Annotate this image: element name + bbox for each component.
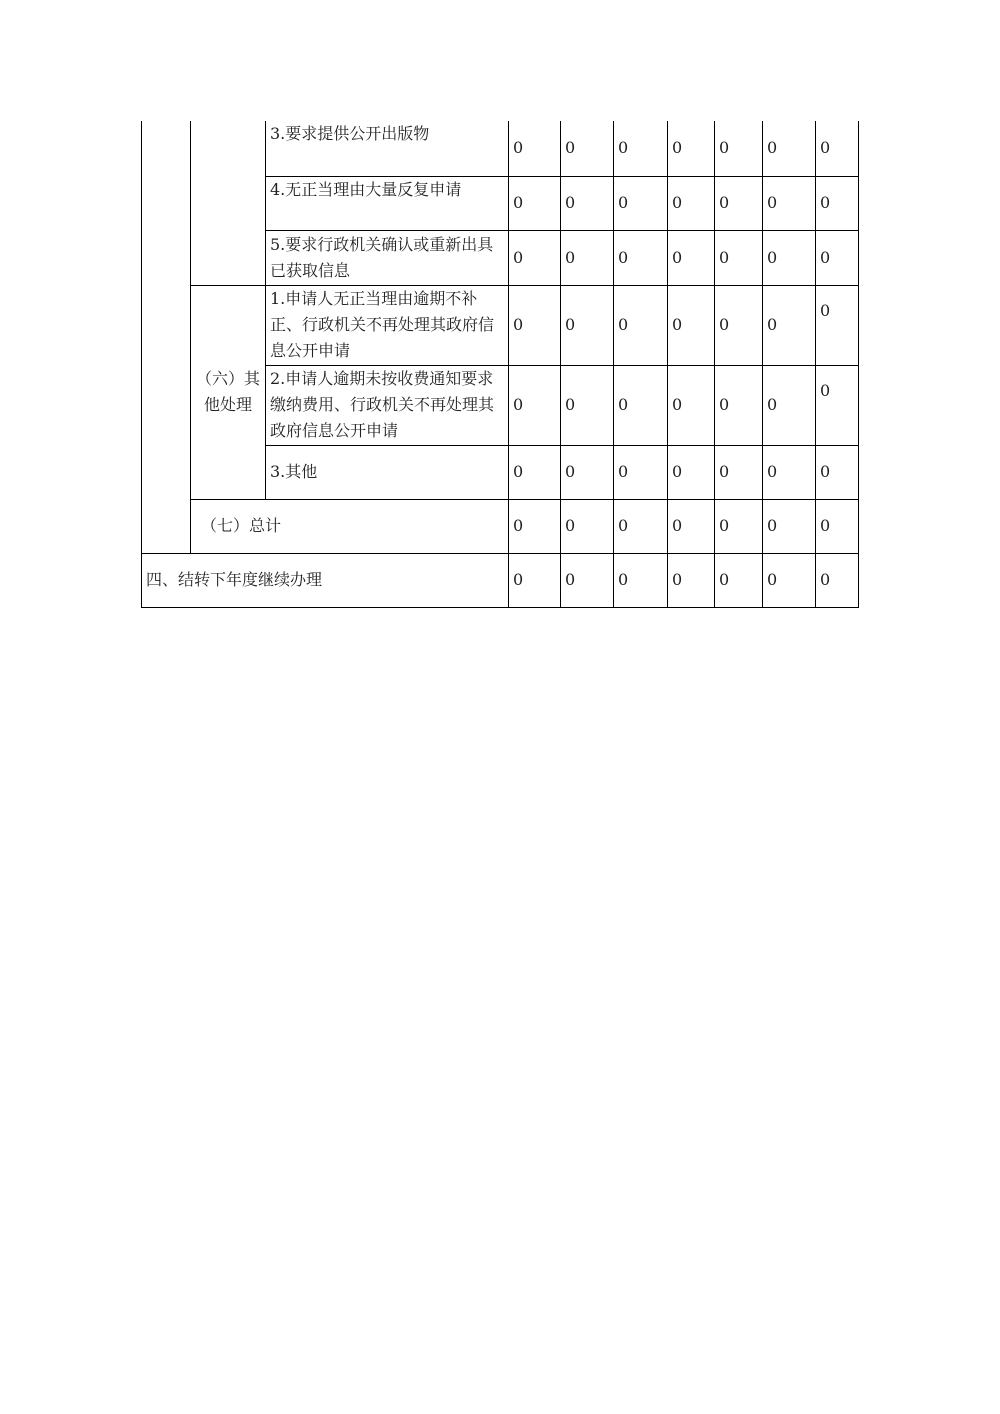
value-cell: 0 bbox=[816, 285, 859, 365]
value-cell: 0 bbox=[561, 121, 614, 176]
table-row bbox=[142, 499, 859, 553]
value-cell: 0 bbox=[509, 176, 561, 230]
value-cell: 0 bbox=[614, 176, 668, 230]
value-cell: 0 bbox=[763, 553, 816, 607]
value-cell: 0 bbox=[561, 176, 614, 230]
value-cell: 0 bbox=[816, 365, 859, 445]
carry-over-label: 四、结转下年度继续办理 bbox=[142, 553, 509, 607]
table-row bbox=[142, 285, 859, 365]
value-cell: 0 bbox=[668, 285, 715, 365]
value-cell: 0 bbox=[763, 285, 816, 365]
value-cell: 0 bbox=[509, 121, 561, 176]
statistics-table bbox=[141, 121, 859, 608]
value-cell: 0 bbox=[668, 445, 715, 499]
value-cell: 0 bbox=[715, 230, 763, 285]
value-cell: 0 bbox=[509, 445, 561, 499]
value-cell: 0 bbox=[668, 499, 715, 553]
value-cell: 0 bbox=[763, 176, 816, 230]
value-cell: 0 bbox=[614, 365, 668, 445]
value-cell: 0 bbox=[509, 285, 561, 365]
value-cell: 0 bbox=[509, 230, 561, 285]
value-cell: 0 bbox=[715, 121, 763, 176]
value-cell: 0 bbox=[614, 553, 668, 607]
value-cell: 0 bbox=[614, 285, 668, 365]
value-cell: 0 bbox=[715, 285, 763, 365]
value-cell: 0 bbox=[763, 445, 816, 499]
value-cell: 0 bbox=[561, 553, 614, 607]
value-cell: 0 bbox=[715, 553, 763, 607]
value-cell: 0 bbox=[715, 176, 763, 230]
value-cell: 0 bbox=[509, 365, 561, 445]
value-cell: 0 bbox=[715, 499, 763, 553]
value-cell: 0 bbox=[816, 230, 859, 285]
total-label: （七）总计 bbox=[191, 499, 509, 553]
value-cell: 0 bbox=[715, 365, 763, 445]
value-cell: 0 bbox=[715, 445, 763, 499]
value-cell: 0 bbox=[763, 230, 816, 285]
value-cell: 0 bbox=[614, 445, 668, 499]
value-cell: 0 bbox=[509, 553, 561, 607]
value-cell: 0 bbox=[668, 365, 715, 445]
outer-category-cell bbox=[142, 121, 191, 553]
row-label: 3.其他 bbox=[266, 445, 509, 499]
value-cell: 0 bbox=[668, 121, 715, 176]
value-cell: 0 bbox=[561, 499, 614, 553]
value-cell: 0 bbox=[614, 121, 668, 176]
value-cell: 0 bbox=[509, 499, 561, 553]
value-cell: 0 bbox=[816, 121, 859, 176]
value-cell: 0 bbox=[763, 121, 816, 176]
value-cell: 0 bbox=[614, 499, 668, 553]
value-cell: 0 bbox=[668, 230, 715, 285]
value-cell: 0 bbox=[561, 445, 614, 499]
table-row bbox=[142, 553, 859, 607]
group-label-other: （六）其他处理 bbox=[191, 285, 266, 499]
row-label: 4.无正当理由大量反复申请 bbox=[266, 176, 509, 230]
row-label: 3.要求提供公开出版物 bbox=[266, 121, 509, 176]
value-cell: 0 bbox=[816, 553, 859, 607]
value-cell: 0 bbox=[614, 230, 668, 285]
value-cell: 0 bbox=[763, 499, 816, 553]
row-label: 2.申请人逾期未按收费通知要求缴纳费用、行政机关不再处理其政府信息公开申请 bbox=[266, 365, 509, 445]
value-cell: 0 bbox=[561, 285, 614, 365]
row-label: 5.要求行政机关确认或重新出具已获取信息 bbox=[266, 230, 509, 285]
subgroup-cell bbox=[191, 121, 266, 285]
value-cell: 0 bbox=[816, 176, 859, 230]
value-cell: 0 bbox=[561, 365, 614, 445]
row-label: 1.申请人无正当理由逾期不补正、行政机关不再处理其政府信息公开申请 bbox=[266, 285, 509, 365]
value-cell: 0 bbox=[816, 499, 859, 553]
value-cell: 0 bbox=[763, 365, 816, 445]
value-cell: 0 bbox=[561, 230, 614, 285]
value-cell: 0 bbox=[668, 176, 715, 230]
value-cell: 0 bbox=[668, 553, 715, 607]
table-row bbox=[142, 121, 859, 176]
value-cell: 0 bbox=[816, 445, 859, 499]
